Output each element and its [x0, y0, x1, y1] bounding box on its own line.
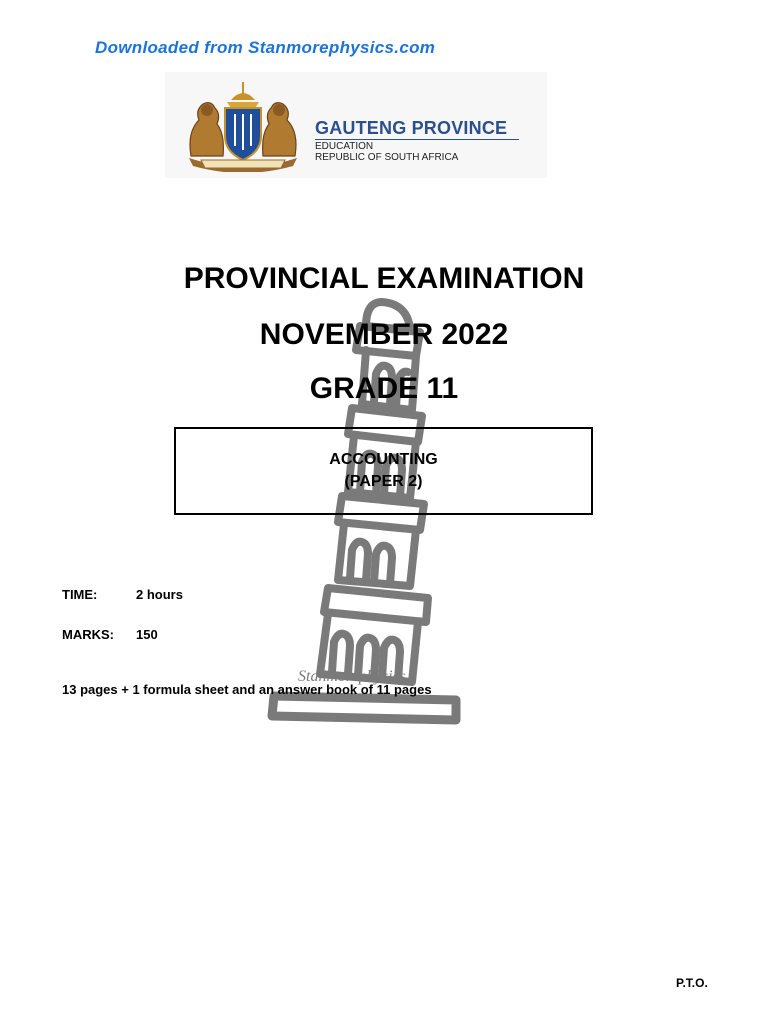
department-name: EDUCATION	[315, 141, 374, 152]
watermark-text: Stanmorephysics	[298, 668, 406, 685]
exam-session: NOVEMBER 2022	[259, 318, 509, 351]
subject-box	[174, 427, 593, 515]
province-divider	[315, 139, 519, 140]
time-label: TIME:	[62, 587, 98, 602]
province-name: GAUTENG PROVINCE	[315, 118, 508, 138]
time-value: 2 hours	[136, 587, 183, 602]
marks-value: 150	[136, 627, 158, 642]
marks-label: MARKS:	[62, 627, 114, 642]
subject-name: ACCOUNTING	[329, 451, 438, 468]
pages-note: 13 pages + 1 formula sheet and an answer book of 11 pages	[62, 682, 432, 697]
gauteng-logo	[165, 72, 547, 178]
country-name: REPUBLIC OF SOUTH AFRICA	[315, 152, 459, 163]
exam-grade: GRADE 11	[309, 372, 459, 405]
paper-number: (PAPER 2)	[344, 473, 423, 490]
coat-of-arms-icon	[181, 80, 305, 172]
exam-title: PROVINCIAL EXAMINATION	[183, 262, 585, 295]
pto-note: P.T.O.	[676, 976, 708, 990]
download-banner: Downloaded from Stanmorephysics.com	[95, 38, 436, 57]
